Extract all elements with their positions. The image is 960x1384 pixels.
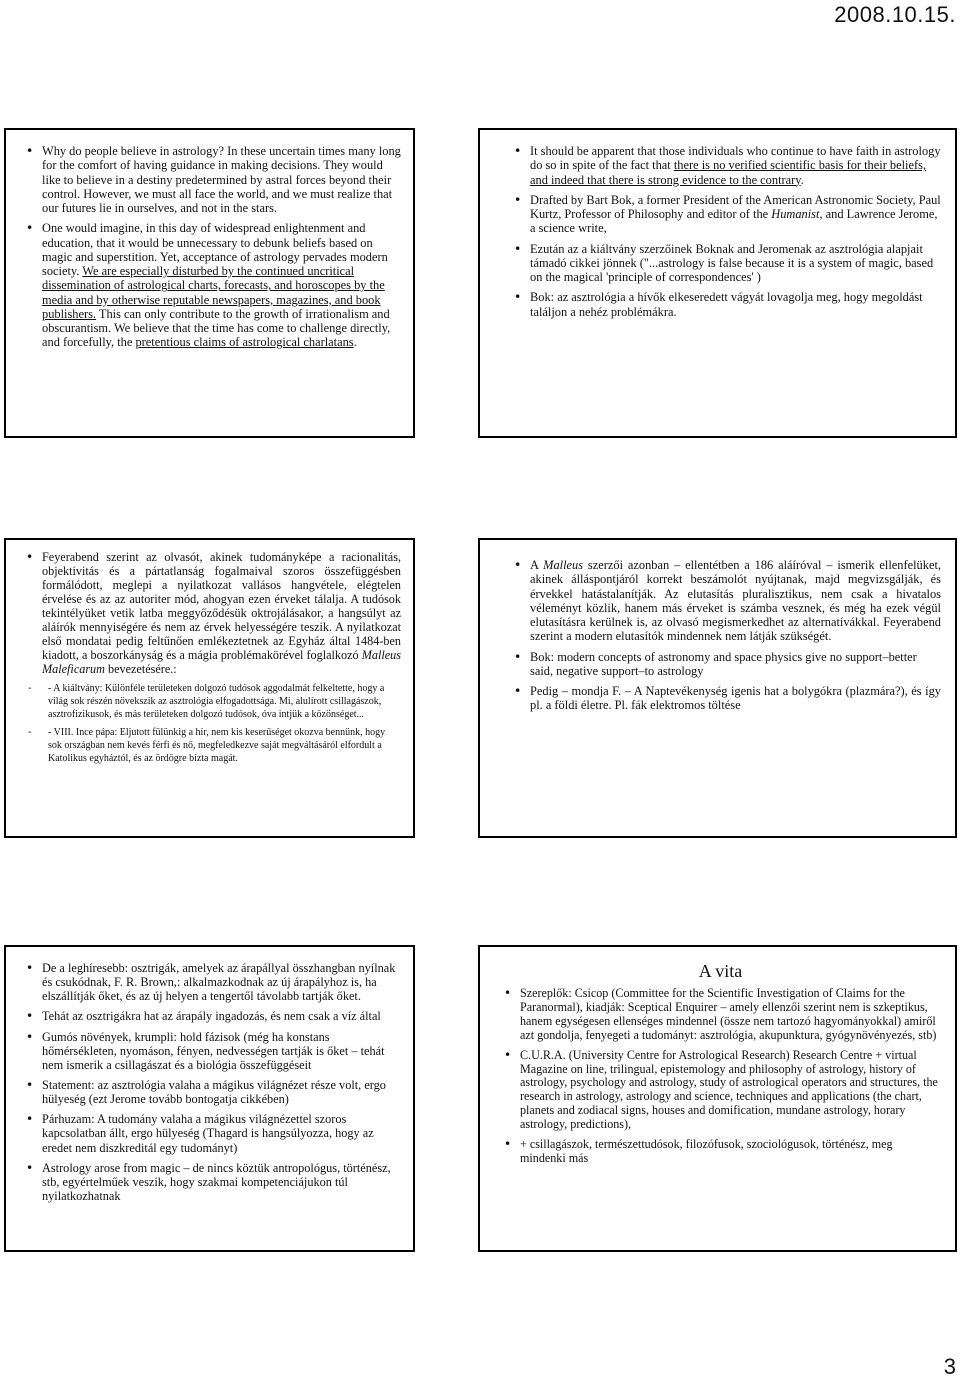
slide-3-subbullet-2: - - VIII. Ince pápa: Eljutott fülünkig a hír, nem kis keserűséget okozva bennünk, hogy sok országban nem kevés férfi és nő, megfeledkezve saját megváltásáról elfordult a Katolikus egyháztól, és az ördögre bízta magát. [22, 726, 401, 765]
slide-2-bullet-1: • It should be apparent that those individuals who continue to have faith in astrology do so in spite of the fact that there is no verified scientific basis for their beliefs, and indeed that there is strong evidence to the contrary. [510, 144, 941, 187]
slide-4 [478, 538, 957, 838]
page-number: 3 [943, 1354, 956, 1379]
slide-2-bullet-4: • Bok: az asztrológia a hívők elkeseredett vágyát lovagolja meg, hogy megoldást találjon a nehéz problémákra. [510, 290, 941, 319]
header-date: 2008.10.15. [834, 2, 956, 27]
slide-4-bullet-3: • Pedig – mondja F. – A Naptevékenység igenis hat a bolygókra (plazmára?), és így pl. a földi életre. Pl. fák elektromos töltése [510, 684, 941, 713]
slide-5 [4, 945, 415, 1252]
slide-6-bullet-2: • C.U.R.A. (University Centre for Astrological Research) Research Centre + virtual Magazine on line, trilingual, epistemology and philosophy of astrology, history of astrology, psychology and astrology, study of astrological operators and structures, the research in astrology, astrology and science, techniques and applications (the chart, planets and zodiacal signs, houses and domification, mundane astrology, horary astrology, predictions), [500, 1049, 941, 1132]
slide-5-bullet-3: • Gumós növények, krumpli: hold fázisok (még ha konstans hőmérsékleten, nyomáson, fényen, nedvességen tartják is őket – tehát nem ismerik a csillagászat és a biológia összefüggéseit [22, 1030, 401, 1072]
slide-1-bullet-2: • One would imagine, in this day of widespread enlightenment and education, that it would be unnecessary to debunk beliefs based on magic and superstition. Yet, acceptance of astrology pervades modern society. We are especially disturbed by the continued uncritical dissemination of astrological charts, forecasts, and horoscopes by the media and by otherwise reputable newspapers, magazines, and book publishers. This can only contribute to the growth of irrationalism and obscurantism. We believe that the time has come to challenge directly, and forcefully, the pretentious claims of astrological charlatans. [22, 221, 401, 349]
slide-3-subbullet-1: - - A kiáltvány: Különféle területeken dolgozó tudósok aggodalmát felkeltette, hogy a világ sok részén növekszik az asztrológia elfogadottsága. Mi, alulírott csillagászok, asztrofizikusok, és más területeken dolgozó tudósok, óva intjük a közönséget... [22, 682, 401, 721]
slide-1 [4, 128, 415, 438]
slide-6-title: A vita [698, 961, 743, 981]
slide-2-bullet-2: • Drafted by Bart Bok, a former President of the American Astronomic Society, Paul Kurtz, Professor of Philosophy and editor of the Humanist, and Lawrence Jerome, a science write, [510, 193, 941, 236]
slide-5-bullets [22, 961, 401, 1203]
slide-3-bullets [22, 550, 401, 765]
slide-6-bullet-1: • Szereplők: Csicop (Committee for the Scientific Investigation of Claims for the Paranormal), kiadják: Sceptical Enquirer – amely ellenzői szerint nem is szkeptikus, hanem egységesen ellenséges mindennel (össze nem tartozó hagyományokkal) amiről azt gondolja, fenyegeti a tudományt: asztrológia, akupunktura, gyógynövényezés, stb) [500, 987, 941, 1043]
slide-4-bullet-1: • A Malleus szerzői azonban – ellentétben a 186 aláíróval – ismerik ellenfelüket, akinek álláspontjáról korrekt beszámolót nyújtanak, majd megvizsgálják, és érvekkel hatástalanítják. Az elutasítás pluralisztikus, nem csak a hivatalos véleményt közlik, hanem más érveket is számba vesznek, és még ha ezek végül elutasításra kerülnek is, az olvasó megismerkedhet az alternatívákkal. Feyerabend szerint a modern elutasítók mindennek nem látják szükségét. [510, 558, 941, 644]
slide-4-bullet-2: • Bok: modern concepts of astronomy and space physics give no support–better said, negative support–to astrology [510, 650, 941, 679]
slide-3-bullet-1: • Feyerabend szerint az olvasót, akinek tudományképe a racionalitás, objektivitás és a pártatlanság fogalmaival szoros összefüggésben formálódott, meglepi a nyilatkozat vallásos hangvétele, elégtelen érvelése és az az autoriter mód, ahogyan ezen érveket tálalja. A tudósok tekintélyüket vetik latba meggyőződésük oktrojálásakor, a hangsúlyt az aláírók mennyiségére és nem az érvek helyességére teszik. A nyilatkozat első mondatai pedig feltűnően emlékeztetnek az Egyház által 1484-ben kiadott, a boszorkányság és a mágia problémakörével foglalkozó Malleus Maleficarum bevezetésére.: [22, 550, 401, 676]
slide-2-bullets [510, 144, 941, 319]
slide-1-bullet-1: • Why do people believe in astrology? In these uncertain times many long for the comfort of having guidance in making decisions. They would like to believe in a destiny predetermined by astral forces beyond their control. However, we must all face the world, and we must realize that our futures lie in ourselves, and not in the stars. [22, 144, 401, 215]
slide-3 [4, 538, 415, 838]
slide-4-bullets [510, 558, 941, 713]
slide-5-bullet-5: • Párhuzam: A tudomány valaha a mágikus világnézettel szoros kapcsolatban állt, ergo hülyeség (Thagard is hangsúlyozza, hogy az eredet nem diszkreditál egy tudományt) [22, 1112, 401, 1154]
slide-5-bullet-2: • Tehát az osztrigákra hat az árapály ingadozás, és nem csak a víz által [22, 1009, 401, 1023]
slide-6-bullets [500, 987, 941, 1166]
slide-6 [478, 945, 957, 1252]
slide-5-bullet-1: • De a leghíresebb: osztrigák, amelyek az árapállyal összhangban nyílnak és csukódnak, F. R. Brown,: alkalmazkodnak az új árapályhoz is, ha elszállítják őket, és az új helyen a tengertől távolabb tartják őket. [22, 961, 401, 1003]
slide-1-bullets [22, 144, 401, 350]
slide-2-bullet-3: • Ezután az a kiáltvány szerzőinek Boknak and Jeromenak az asztrológia alapjait támadó cikkei jönnek ("...astrology is false because it is a system of magic, based on the magical 'principle of correspondences' ) [510, 242, 941, 285]
slide-2 [478, 128, 957, 438]
slide-6-bullet-3: • + csillagászok, természettudósok, filozófusok, szociológusok, történész, meg mindenki más [500, 1138, 941, 1166]
slide-5-bullet-4: • Statement: az asztrológia valaha a mágikus világnézet része volt, ergo hülyeség (ezt Jerome tovább bontogatja cikkében) [22, 1078, 401, 1106]
slide-5-bullet-6: • Astrology arose from magic – de nincs köztük antropológus, történész, stb, egyértelműek veszik, hogy szakmai kompetenciájukon túl nyilatkozhatnak [22, 1161, 401, 1203]
